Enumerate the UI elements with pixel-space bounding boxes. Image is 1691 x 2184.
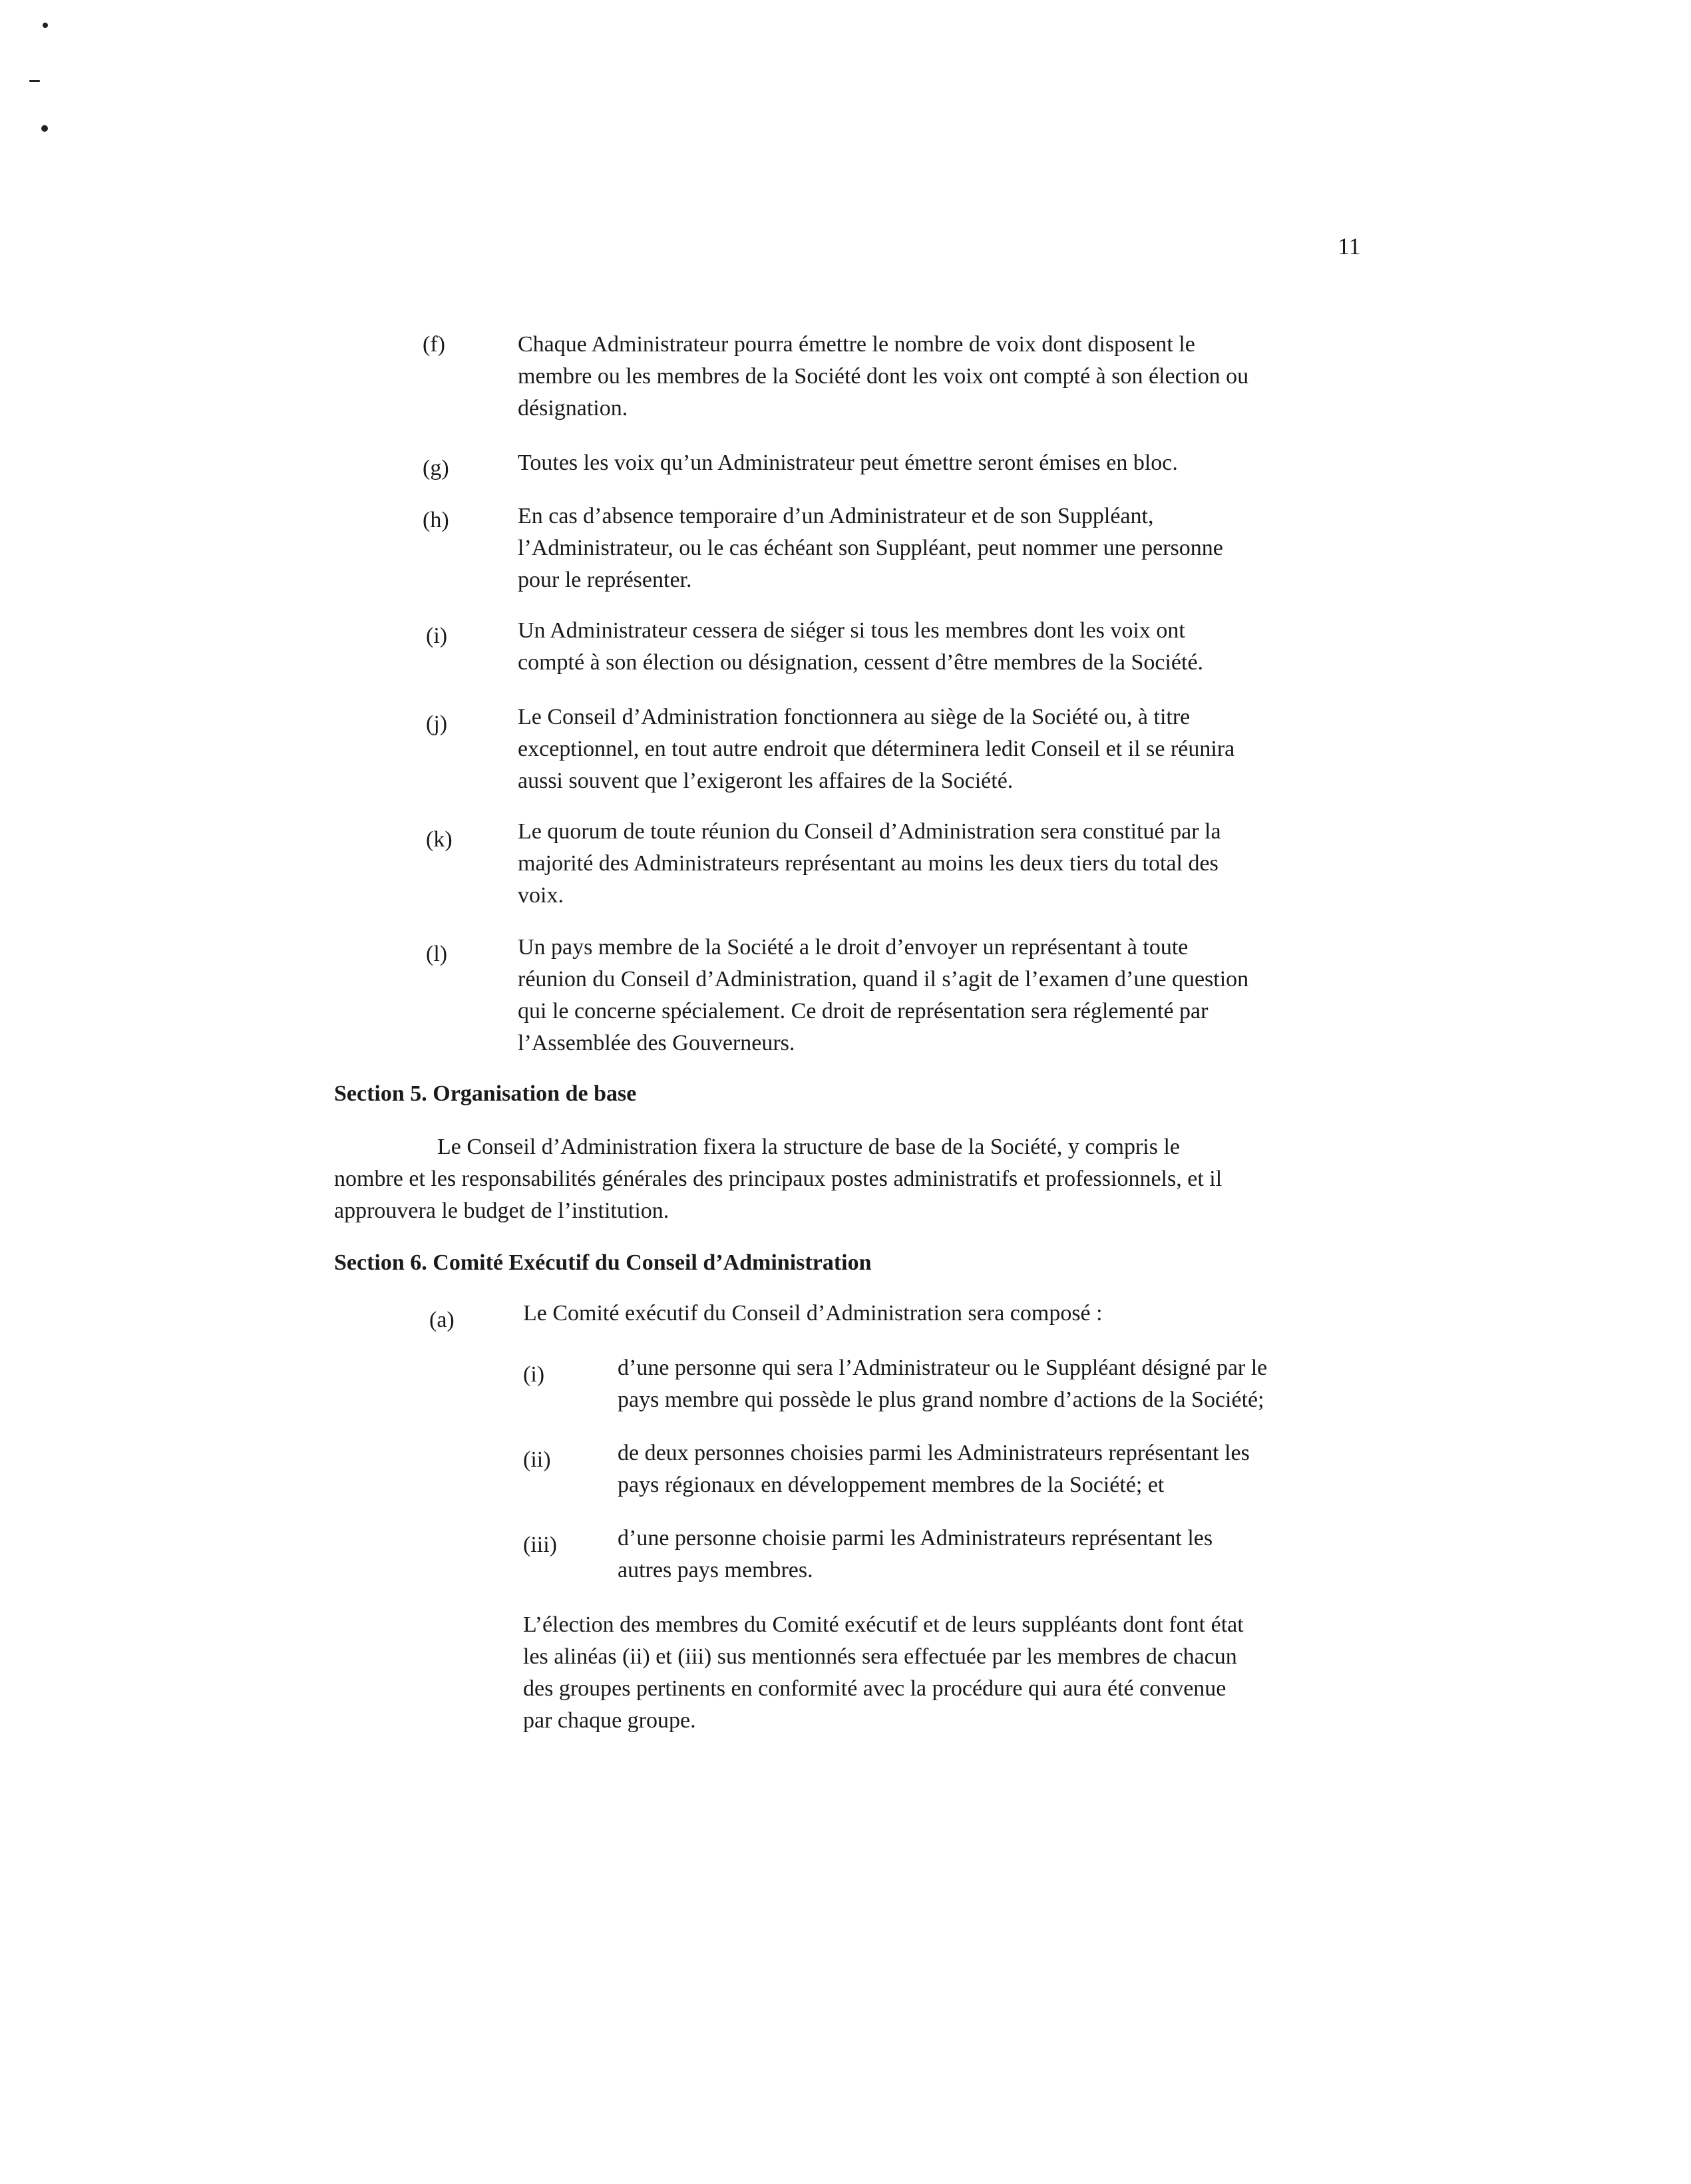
item-text: [518, 447, 1178, 479]
text-line: membre ou les membres de la Société dont les voix ont compté à son élection ou: [518, 364, 1249, 389]
text-line: pays membre qui possède le plus grand nombre d’actions de la Société;: [618, 1387, 1264, 1412]
text-line: Un pays membre de la Société a le droit d’envoyer un représentant à toute: [518, 935, 1189, 960]
text-line: réunion du Conseil d’Administration, quand il s’agit de l’examen d’une question: [518, 967, 1249, 992]
item-text: [518, 329, 1248, 425]
text-line: désignation.: [518, 396, 628, 421]
text-line: qui le concerne spécialement. Ce droit de représentation sera réglementé par: [518, 999, 1209, 1023]
item-label: (l): [426, 942, 448, 966]
item-text: Le Comité exécutif du Conseil d’Administration sera composé :: [523, 1301, 1103, 1326]
section-6-heading: Section 6. Comité Exécutif du Conseil d’Administration: [334, 1250, 872, 1275]
text-line: Un Administrateur cessera de siéger si tous les membres dont les voix ont: [518, 618, 1185, 643]
item-text: [518, 701, 1234, 797]
text-line: approuvera le budget de l’institution.: [334, 1198, 669, 1223]
text-line: pour le représenter.: [518, 568, 692, 592]
text-line: exceptionnel, en tout autre endroit que déterminera ledit Conseil et il se réunira: [518, 737, 1235, 761]
text-line: d’une personne choisie parmi les Administrateurs représentant les: [618, 1526, 1213, 1550]
text-line: les alinéas (ii) et (iii) sus mentionnés sera effectuée par les membres de chacun: [523, 1644, 1237, 1669]
item-label: (i): [523, 1362, 545, 1387]
text-line: l’Administrateur, ou le cas échéant son Suppléant, peut nommer une personne: [518, 536, 1223, 560]
item-text: [618, 1523, 1213, 1586]
item-label: (g): [423, 456, 449, 480]
text-line: Toutes les voix qu’un Administrateur peut émettre seront émises en bloc.: [518, 451, 1178, 475]
text-line: des groupes pertinents en conformité avec la procédure qui aura été convenue: [523, 1676, 1226, 1701]
item-text: [518, 816, 1221, 912]
text-line: Le Conseil d’Administration fixera la structure de base de la Société, y compris le: [437, 1135, 1180, 1159]
text-line: nombre et les responsabilités générales des principaux postes administratifs et professionnels, et il: [334, 1167, 1222, 1191]
text-line: par chaque groupe.: [523, 1708, 696, 1733]
text-line: Le quorum de toute réunion du Conseil d’Administration sera constitué par la: [518, 819, 1221, 844]
item-label: (i): [426, 624, 448, 648]
text-line: majorité des Administrateurs représentant au moins les deux tiers du total des: [518, 851, 1219, 876]
item-label: (h): [423, 508, 449, 532]
item-text: [518, 932, 1248, 1059]
page-number: 11: [1338, 233, 1361, 260]
text-line: pays régionaux en développement membres de la Société; et: [618, 1473, 1165, 1497]
text-line: l’Assemblée des Gouverneurs.: [518, 1031, 795, 1055]
item-text: [518, 500, 1223, 596]
text-line: L’élection des membres du Comité exécutif et de leurs suppléants dont font état: [523, 1612, 1244, 1637]
item-label: (ii): [523, 1447, 551, 1472]
text-line: Chaque Administrateur pourra émettre le nombre de voix dont disposent le: [518, 332, 1195, 357]
section-5-heading: Section 5. Organisation de base: [334, 1081, 637, 1106]
item-text: [518, 615, 1203, 679]
item-text: [618, 1437, 1250, 1501]
item-label: (a): [429, 1308, 455, 1332]
item-label: (j): [426, 711, 448, 736]
section-6-closing-paragraph: [523, 1609, 1244, 1737]
text-line: compté à son élection ou désignation, cessent d’être membres de la Société.: [518, 650, 1204, 675]
text-line: En cas d’absence temporaire d’un Administrateur et de son Suppléant,: [518, 504, 1154, 528]
section-5-paragraph: [334, 1131, 1222, 1227]
text-line: d’une personne qui sera l’Administrateur ou le Suppléant désigné par le: [618, 1356, 1268, 1380]
scan-mark: [29, 80, 40, 82]
text-line: de deux personnes choisies parmi les Administrateurs représentant les: [618, 1441, 1250, 1465]
scan-mark: [41, 125, 48, 132]
text-line: voix.: [518, 883, 564, 908]
item-text: [618, 1352, 1267, 1416]
scan-mark: [43, 23, 48, 28]
item-label: (iii): [523, 1533, 557, 1557]
text-line: aussi souvent que l’exigeront les affaires de la Société.: [518, 769, 1014, 793]
item-label: (f): [423, 332, 445, 357]
text-line: Le Conseil d’Administration fonctionnera au siège de la Société ou, à titre: [518, 705, 1191, 729]
text-line: autres pays membres.: [618, 1558, 813, 1582]
item-label: (k): [426, 827, 453, 852]
